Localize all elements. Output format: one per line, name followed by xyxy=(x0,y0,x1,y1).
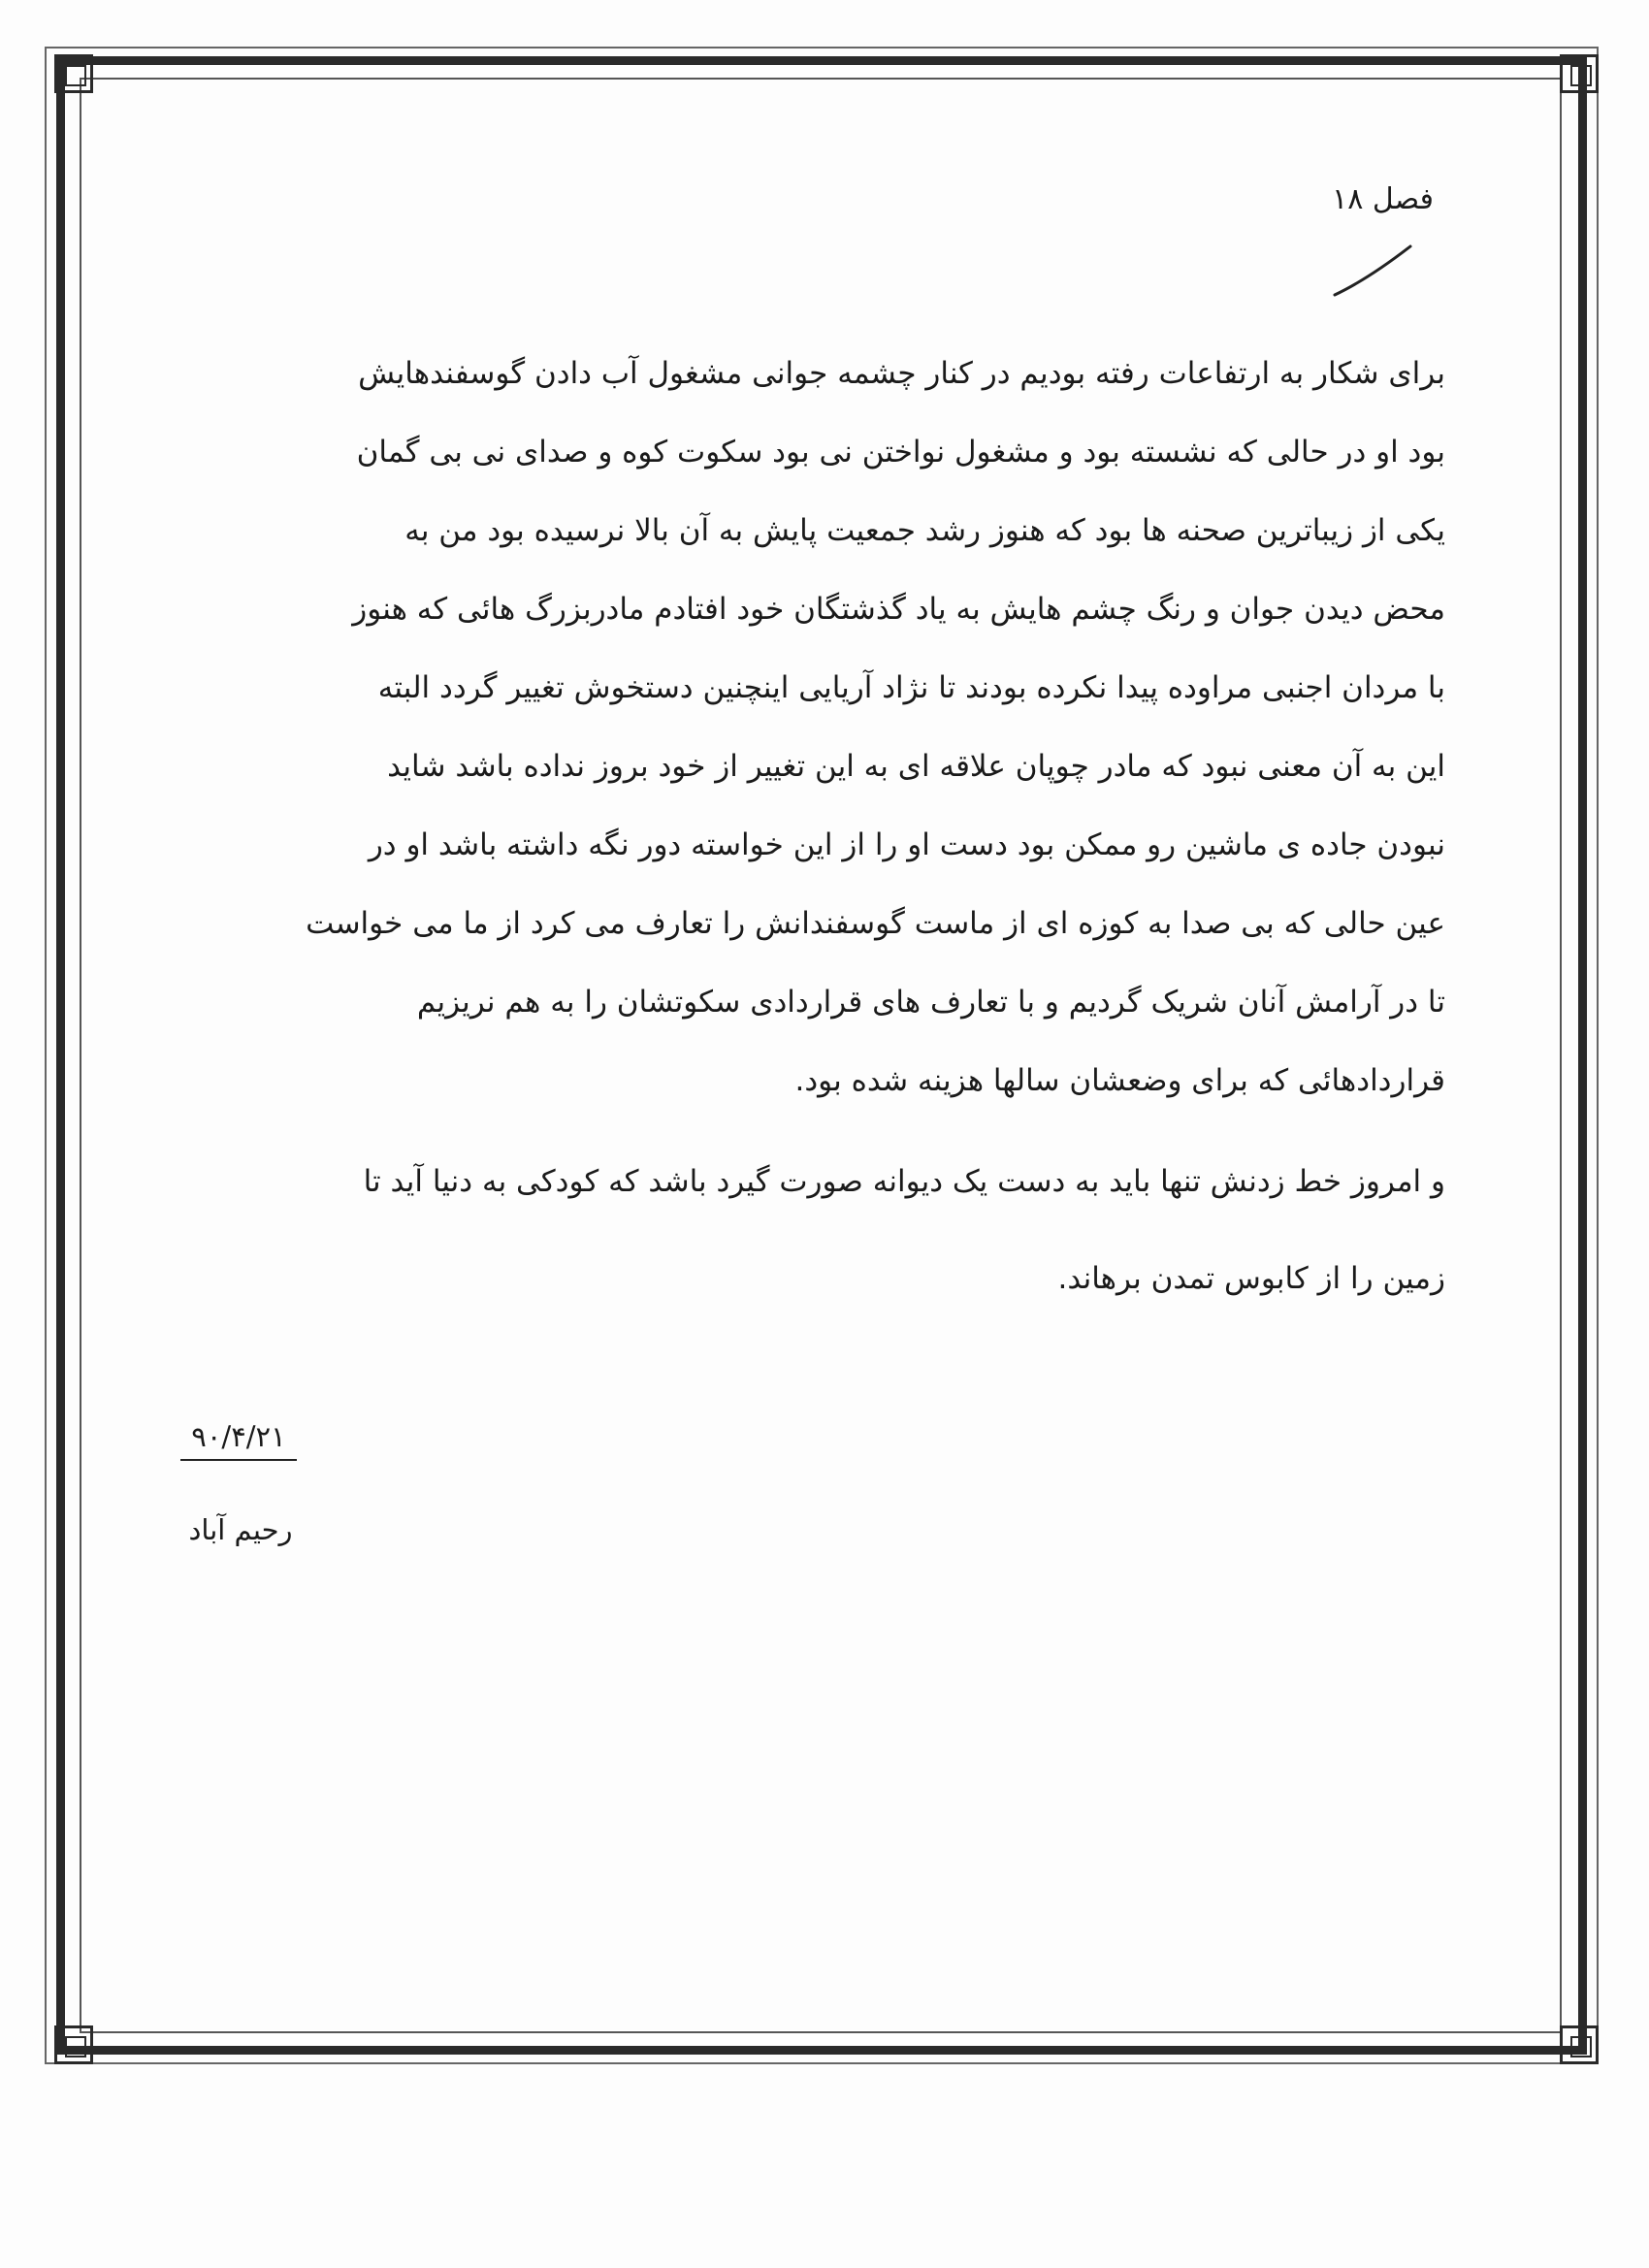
text-line: محض دیدن جوان و رنگ چشم هایش به یاد گذشتگان خود افتادم مادربزرگ هائی که هنوز xyxy=(352,592,1445,627)
text-line: بود او در حالی که نشسته بود و مشغول نواختن نی بود سکوت کوه و صدای نی بی گمان xyxy=(356,435,1445,470)
text-line: زمین را از کابوس تمدن برهاند. xyxy=(1057,1261,1445,1296)
place-name: رحیم آباد xyxy=(188,1513,293,1546)
border-corner-ornament xyxy=(1560,54,1599,93)
text-line: یکی از زیباترین صحنه ها بود که هنوز رشد جمعیت پایش به آن بالا نرسیده بود من به xyxy=(404,513,1445,548)
text-line: قراردادهائی که برای وضعشان سالها هزینه شده بود. xyxy=(794,1063,1445,1098)
date-signature: ۹۰/۴/۲۱ xyxy=(180,1420,297,1461)
text-line: برای شکار به ارتفاعات رفته بودیم در کنار چشمه جوانی مشغول آب دادن گوسفندهایش xyxy=(358,356,1445,391)
chapter-heading: فصل ۱۸ xyxy=(1332,182,1434,216)
border-corner-ornament xyxy=(1560,2025,1599,2064)
paragraph-closing xyxy=(175,1133,1445,1327)
text-line: تا در آرامش آنان شریک گردیم و با تعارف های قراردادی سکوتشان را به هم نریزیم xyxy=(416,985,1445,1020)
text-line: این به آن معنی نبود که مادر چوپان علاقه ای به این تغییر از خود بروز نداده باشد شاید xyxy=(387,749,1445,784)
handwritten-stroke-mark xyxy=(1329,243,1416,301)
text-line: با مردان اجنبی مراوده پیدا نکرده بودند تا نژاد آریایی اینچنین دستخوش تغییر گردد البته xyxy=(377,670,1445,705)
text-line: و امروز خط زدنش تنها باید به دست یک دیوانه صورت گیرد باشد که کودکی به دنیا آید تا xyxy=(363,1164,1445,1199)
text-line: عین حالی که بی صدا به کوزه ای از ماست گوسفندانش را تعارف می کرد از ما می خواست xyxy=(306,906,1445,941)
paragraph-main xyxy=(175,335,1445,1120)
border-corner-ornament xyxy=(54,54,93,93)
border-corner-ornament xyxy=(54,2025,93,2064)
text-line: نبودن جاده ی ماشین رو ممکن بود دست او را از این خواسته دور نگه داشته باشد او در xyxy=(368,827,1445,862)
